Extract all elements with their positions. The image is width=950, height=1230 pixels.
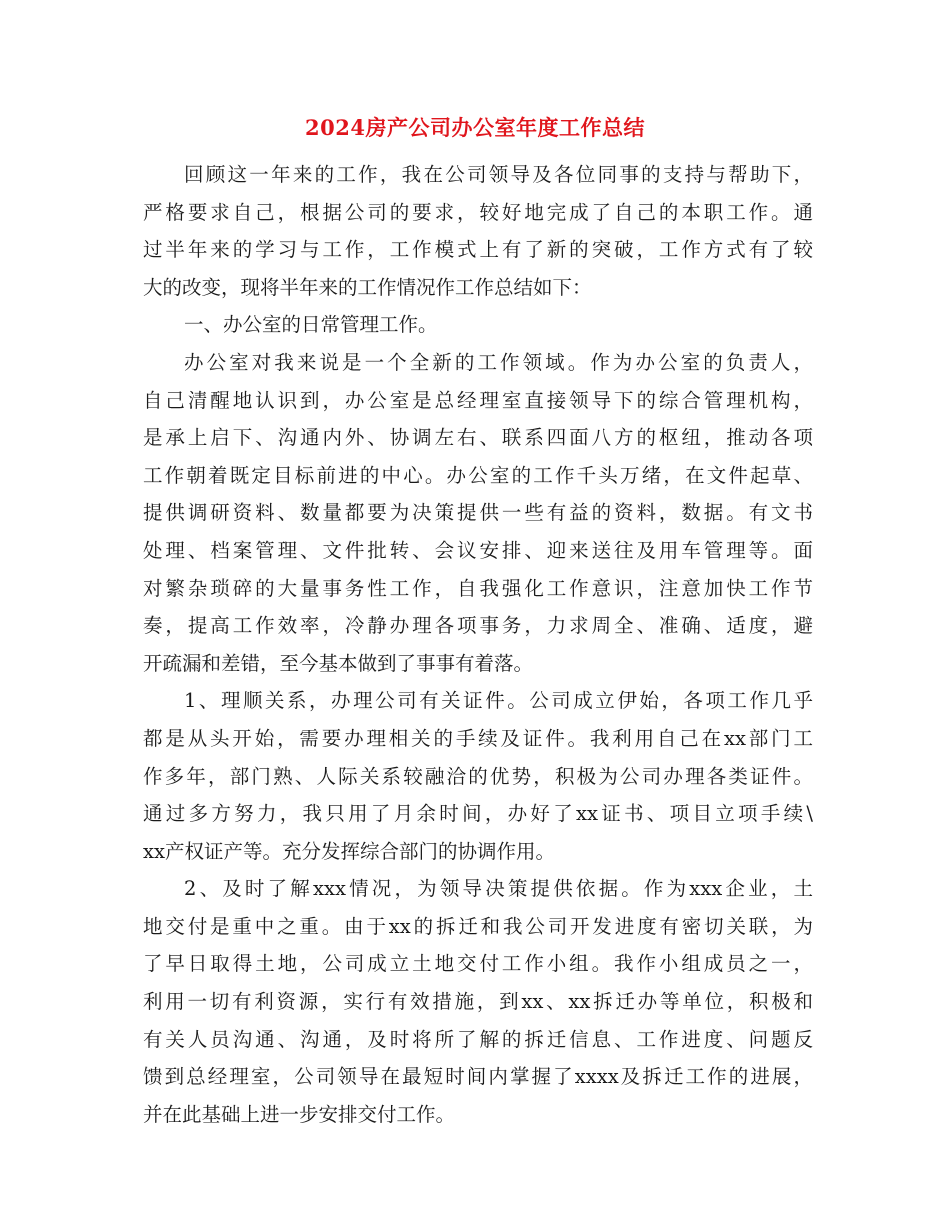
text-line: 一、办公室的日常管理工作。 <box>184 313 438 337</box>
text-line: xx产权证产等。充分发挥综合部门的协调作用。 <box>143 839 555 863</box>
text-line: 并在此基础上进一步安排交付工作。 <box>143 1102 456 1126</box>
text-line: 回顾这一年来的工作，我在公司领导及各位同事的支持与帮助下， <box>184 163 813 186</box>
document-title: 2024房产公司办公室年度工作总结 <box>305 115 645 140</box>
text-line: 大的改变，现将半年来的工作情况作工作总结如下： <box>143 275 592 299</box>
text-line: 自己清醒地认识到，办公室是总经理室直接领导下的综合管理机构， <box>143 388 813 412</box>
text-line: 开疏漏和差错，至今基本做到了事事有着落。 <box>143 651 534 675</box>
text-line: 通过多方努力，我只用了月余时间，办好了xx证书、项目立项手续\ <box>143 802 813 826</box>
text-line: 有关人员沟通、沟通，及时将所了解的拆迁信息、工作进度、问题反 <box>143 1027 813 1051</box>
text-line: 是承上启下、沟通内外、协调左右、联系四面八方的枢纽，推动各项 <box>143 426 813 450</box>
text-line: 馈到总经理室，公司领导在最短时间内掌握了xxxx及拆迁工作的进展， <box>143 1065 813 1089</box>
document-body <box>143 156 813 1133</box>
text-line: 地交付是重中之重。由于xx的拆迁和我公司开发进度有密切关联，为 <box>143 914 813 938</box>
text-line: 了早日取得土地，公司成立土地交付工作小组。我作小组成员之一， <box>143 952 813 976</box>
text-line: 2、及时了解xxx情况，为领导决策提供依据。作为xxx企业，土 <box>184 877 813 901</box>
text-line: 处理、档案管理、文件批转、会议安排、迎来送往及用车管理等。面 <box>143 538 813 562</box>
text-line: 1、理顺关系，办理公司有关证件。公司成立伊始，各项工作几乎 <box>184 689 813 713</box>
text-line: 对繁杂琐碎的大量事务性工作，自我强化工作意识，注意加快工作节 <box>143 576 813 600</box>
text-line: 作多年，部门熟、人际关系较融洽的优势，积极为公司办理各类证件。 <box>143 764 813 788</box>
text-line: 工作朝着既定目标前进的中心。办公室的工作千头万绪，在文件起草、 <box>143 463 813 487</box>
text-line: 奏，提高工作效率，冷静办理各项事务，力求周全、准确、适度，避 <box>143 614 813 638</box>
text-line: 过半年来的学习与工作，工作模式上有了新的突破，工作方式有了较 <box>143 238 813 262</box>
text-line: 严格要求自己，根据公司的要求，较好地完成了自己的本职工作。通 <box>143 200 813 224</box>
text-line: 利用一切有利资源，实行有效措施，到xx、xx拆迁办等单位，积极和 <box>143 990 813 1014</box>
text-line: 办公室对我来说是一个全新的工作领域。作为办公室的负责人， <box>184 350 813 374</box>
text-line: 提供调研资料、数量都要为决策提供一些有益的资料，数据。有文书 <box>143 501 813 525</box>
text-line: 都是从头开始，需要办理相关的手续及证件。我利用自己在xx部门工 <box>143 726 813 750</box>
